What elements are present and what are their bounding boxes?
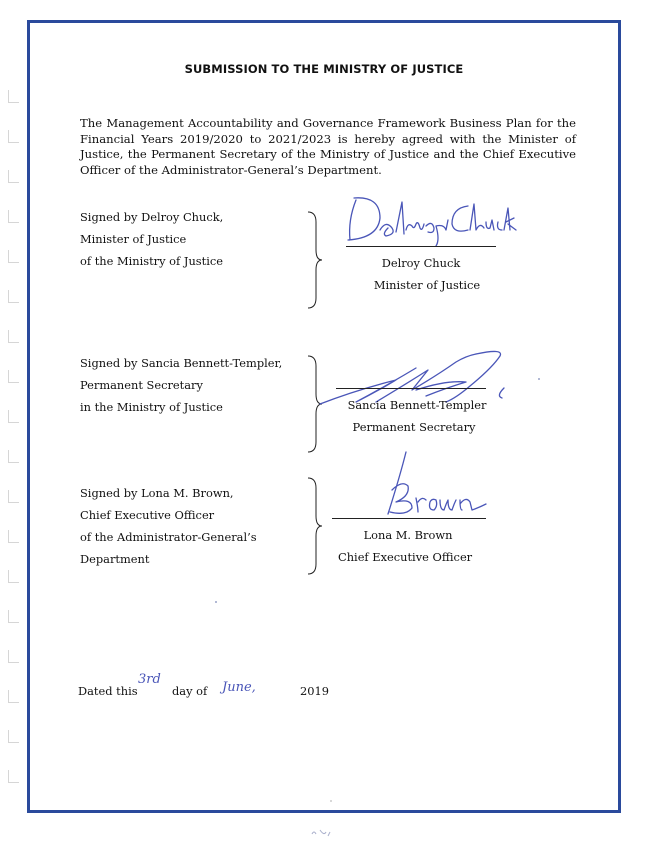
intro-paragraph: The Management Accountability and Governance Framework Business Plan for the Financial Years 2019/2020 to 2021/2023 is hereby agreed with the Minister of Justice, the Permanent Secretary of the Ministry of Justice and the Chief Executive Officer of the Administrator-General’s Department. <box>80 116 576 177</box>
signatory-2-block <box>80 352 282 418</box>
signature-delroy-chuck <box>340 190 520 250</box>
signatory-3-brace <box>304 476 324 576</box>
scan-margin-marks <box>8 60 20 820</box>
signatory-3-title: Chief Executive Officer <box>338 550 473 564</box>
signatory-1-brace <box>304 210 324 310</box>
signatory-3-line-4: Department <box>80 552 150 566</box>
signature-line-1 <box>346 246 496 247</box>
signature-line-2 <box>336 388 486 389</box>
signatory-2-name: Sancia Bennett-Templer <box>347 398 487 412</box>
signatory-2-title: Permanent Secretary <box>352 420 476 434</box>
signature-lona-brown <box>366 446 496 522</box>
signature-line-3 <box>332 518 486 519</box>
dated-month-handwritten: June, <box>222 680 256 695</box>
signatory-2-line-2: Permanent Secretary <box>80 378 203 392</box>
dated-prefix: Dated this <box>78 684 138 698</box>
signature-sancia-bennett-templer <box>316 346 526 426</box>
signatory-1-block <box>80 206 223 272</box>
signatory-3-block <box>80 482 257 570</box>
signatory-2-line-1: Signed by Sancia Bennett-Templer, <box>80 356 283 370</box>
signatory-1-line-1: Signed by Delroy Chuck, <box>80 210 224 224</box>
signatory-1-name: Delroy Chuck <box>381 256 461 270</box>
document-title: SUBMISSION TO THE MINISTRY OF JUSTICE <box>184 62 464 76</box>
signatory-3-line-3: of the Administrator-General’s <box>80 530 257 544</box>
signatory-1-title: Minister of Justice <box>373 278 481 292</box>
scan-speck <box>330 800 332 802</box>
signatory-1-line-3: of the Ministry of Justice <box>80 254 223 268</box>
signatory-3-line-2: Chief Executive Officer <box>80 508 215 522</box>
scan-mark <box>310 826 334 840</box>
dated-day-handwritten: 3rd <box>138 672 161 687</box>
signatory-3-line-1: Signed by Lona M. Brown, <box>80 486 234 500</box>
signatory-2-line-3: in the Ministry of Justice <box>80 400 223 414</box>
dated-year: 2019 <box>300 684 329 698</box>
signatory-3-name: Lona M. Brown <box>363 528 453 542</box>
dated-line <box>78 672 329 698</box>
scan-speck <box>538 378 540 380</box>
signatory-1-line-2: Minister of Justice <box>80 232 187 246</box>
scan-speck <box>215 601 217 603</box>
dated-middle: day of <box>172 684 208 698</box>
